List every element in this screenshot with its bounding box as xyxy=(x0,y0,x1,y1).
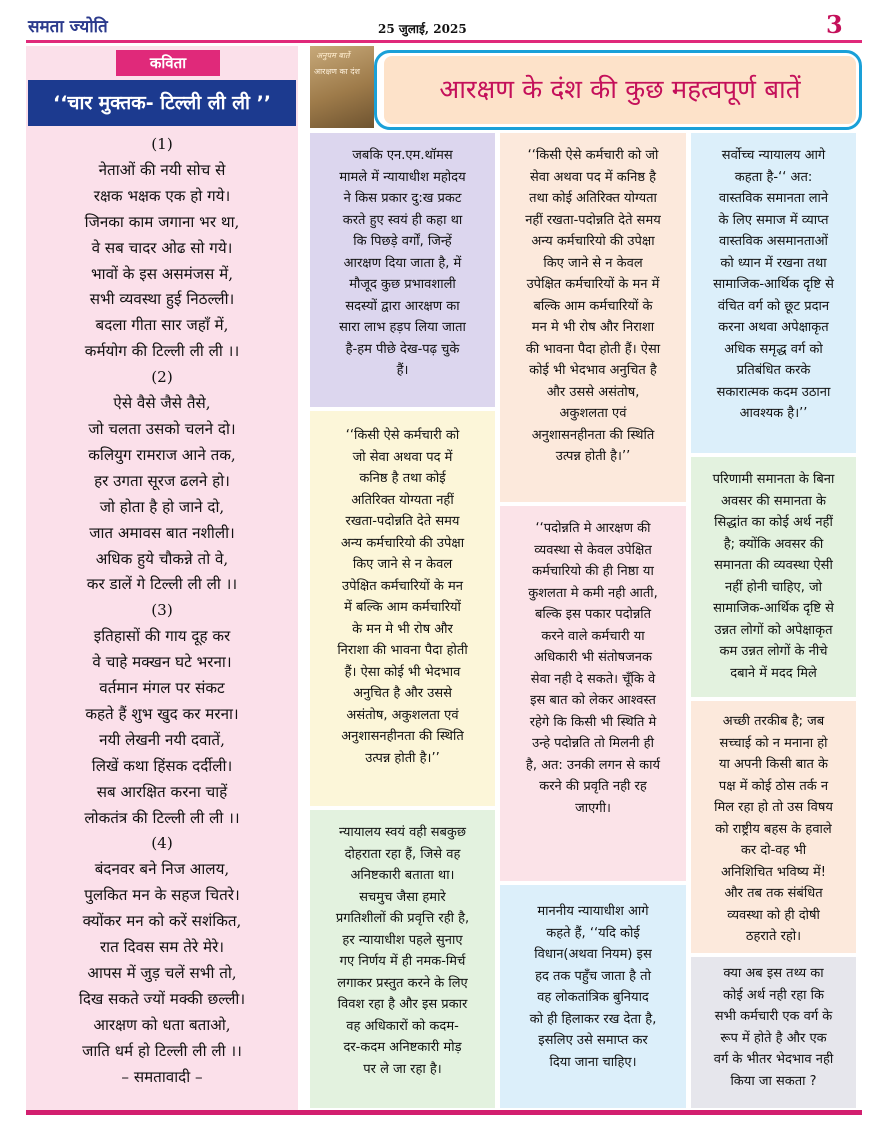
text-line: मन मे भी रोष और निराशा xyxy=(531,320,655,335)
text-line: – समतावादी – xyxy=(121,1067,203,1086)
text-line: तथा कोई अतिरिक्त योग्यता xyxy=(529,191,657,206)
text-line: ‘‘पदोन्नति मे आरक्षण की xyxy=(535,521,651,536)
text-line: जो होता है हो जाने दो, xyxy=(99,497,225,516)
text-line: वंचित वर्ग को छूट प्रदान xyxy=(717,298,830,314)
article-box-1 xyxy=(310,133,495,407)
text-line: पुलकित मन के सहज चितरे। xyxy=(84,886,240,905)
text-line: अन्य कर्मचारियो की उपेक्षा xyxy=(531,234,655,249)
text-line: सभी कर्मचारी एक वर्ग के xyxy=(714,1009,833,1024)
text-line: सकारात्मक कदम उठाना xyxy=(716,384,831,400)
text-line: वर्तमान मंगल पर संकट xyxy=(99,679,225,698)
text-line: किए जाने से न केवल xyxy=(352,557,453,572)
text-line: अनिशिचित भविष्य में! xyxy=(721,864,826,880)
text-line: रूप में होते है और एक xyxy=(720,1030,827,1046)
text-line: परिणामी समानता के बिना xyxy=(712,472,835,487)
text-line: प्रगतिशीलों की प्रवृत्ति रही है, xyxy=(335,911,470,926)
text-line: है; क्योंकि अवसर की xyxy=(723,536,824,552)
text-line: लोकतंत्र की टिल्ली ली ली ।। xyxy=(84,808,240,827)
article-box-5 xyxy=(500,506,686,881)
text-line: कर्मचारियो की ही निष्ठा या xyxy=(532,564,654,579)
text-line: में बल्कि आम कर्मचारियों xyxy=(344,600,461,615)
text-line: पक्ष में कोई ठोस तर्क न xyxy=(718,778,829,794)
text-line: की भावना पैदा होती हैं। ऐसा xyxy=(525,341,661,357)
text-line: गए निर्णय में ही नमक-मिर्च xyxy=(339,954,466,969)
text-line: करना अथवा अपेक्षाकृत xyxy=(718,320,829,335)
article-box-8 xyxy=(691,457,856,697)
poem-body xyxy=(26,132,298,1091)
text-line: आवश्यक है।’’ xyxy=(739,406,808,421)
page-number: 3 xyxy=(826,10,843,39)
text-line: आरक्षण दिया जाता है, में xyxy=(343,255,462,271)
text-line: (2) xyxy=(151,368,173,387)
text-line: क्या अब इस तथ्य का xyxy=(723,966,824,981)
text-line: अन्य कर्मचारियो की उपेक्षा xyxy=(340,535,465,551)
footer-divider xyxy=(26,1110,862,1115)
text-line: है-हम पीछे देख-पढ़ चुके xyxy=(345,341,460,357)
text-line: न्यायालय स्वयं वही सबकुछ xyxy=(338,825,467,840)
article-box-3 xyxy=(310,810,495,1108)
text-line: (4) xyxy=(151,834,173,853)
text-line: सब आरक्षित करना चाहें xyxy=(96,782,228,801)
text-line: वह लोकतांत्रिक बुनियाद xyxy=(537,990,649,1005)
text-line: को ध्यान में रखना तथा xyxy=(720,255,827,271)
text-line: कहते हैं शुभ खुद कर मरना। xyxy=(85,704,239,723)
text-line: नहीं रखता-पदोन्नति देते समय xyxy=(525,212,661,228)
text-line: हर न्यायाधीश पहले सुनाए xyxy=(342,932,463,948)
text-line: है, अत: उनकी लगन से कार्य xyxy=(525,757,661,773)
text-line: को ही हिलाकर रख देता है, xyxy=(529,1011,657,1027)
text-line: दोहराता रहा हैं, जिसे वह xyxy=(344,846,461,862)
text-line: हैं। ऐसा कोई भी भेदभाव xyxy=(344,664,461,680)
text-line: सामाजिक-आर्थिक दृष्टि से xyxy=(713,601,834,616)
text-line: सेवा नही दे सकते। चूँकि वे xyxy=(530,671,656,687)
text-line: निराशा की भावना पैदा होती xyxy=(337,643,468,658)
text-line: नयी लेखनी नयी दवातें, xyxy=(99,730,225,749)
text-line: किए जाने से न केवल xyxy=(543,255,643,271)
text-line: अच्छी तरकीब है; जब xyxy=(722,714,825,729)
text-line: बल्कि इस पकार पदोन्नति xyxy=(534,607,652,622)
text-line: उन्हे पदोन्नति तो मिलनी ही xyxy=(532,736,654,751)
text-line: उपेक्षित कर्मचारियों के मन में xyxy=(526,277,660,292)
text-line: व्यवस्था को ही दोषी xyxy=(727,907,820,923)
text-line: पर ले जा रहा है। xyxy=(363,1061,442,1077)
text-line: या अपनी किसी बात के xyxy=(718,757,829,772)
text-line: को राष्ट्रीय बहस के हवाले xyxy=(715,821,832,837)
text-line: जो सेवा अथवा पद में xyxy=(352,449,453,465)
text-line: दिया जाना चाहिए। xyxy=(549,1054,637,1070)
text-line: नहीं होनी चाहिए, जो xyxy=(725,579,822,595)
text-line: ‘‘किसी ऐसे कर्मचारी को जो xyxy=(527,148,659,163)
text-line: दबाने में मदद मिले xyxy=(730,665,817,681)
text-line: असंतोष, अकुशलता एवं xyxy=(346,707,459,723)
text-line: कहता है-‘‘ अत: xyxy=(734,169,813,185)
text-line: जाति धर्म हो टिल्ली ली ली ।। xyxy=(82,1041,242,1060)
text-line: कोई भी भेदभाव अनुचित है xyxy=(529,363,657,378)
text-line: आपस में जुड़ चलें सभी तो, xyxy=(87,964,237,982)
text-line: (3) xyxy=(151,601,173,620)
article-box-7 xyxy=(691,133,856,453)
text-line: हद तक पहुँच जाता है तो xyxy=(535,968,651,984)
text-line: कहते हैं, ‘‘यदि कोई xyxy=(546,925,640,941)
text-line: अनुशासनहीनता की स्थिति xyxy=(531,427,655,443)
text-line: सामाजिक-आर्थिक दृष्टि से xyxy=(713,277,834,292)
text-line: करने वाले कर्मचारी या xyxy=(541,628,645,644)
text-line: अधिक हुये चौकन्ने तो वे, xyxy=(95,549,229,568)
text-line: वह अधिकारों को कदम- xyxy=(346,1018,459,1034)
text-line: और तब तक संबंधित xyxy=(724,886,823,901)
article-headline: आरक्षण के दंश की कुछ महत्वपूर्ण बातें xyxy=(384,56,856,124)
text-line: के लिए समाज में व्याप्त xyxy=(718,212,829,228)
text-line: उपेक्षित कर्मचारियों के मन xyxy=(342,578,463,594)
text-line: सर्वोच्च न्यायालय आगे xyxy=(721,148,826,163)
text-line: कलियुग रामराज आने तक, xyxy=(88,445,236,464)
text-line: अधिकारी भी संतोषजनक xyxy=(533,650,653,665)
text-line: मामले में न्यायाधीश महोदय xyxy=(339,169,466,185)
text-line: दर-कदम अनिष्टकारी मोड़ xyxy=(343,1040,462,1055)
text-line: करते हुए स्वयं ही कहा था xyxy=(342,212,463,228)
text-line: कनिष्ठ है तथा कोई xyxy=(359,471,446,486)
text-line: कोई अर्थ नही रहा कि xyxy=(723,987,824,1003)
text-line: जबकि एन.एम.थॉमस xyxy=(352,148,453,163)
article-box-10 xyxy=(691,957,856,1108)
text-line: लिखें कथा हिंसक दर्दीली। xyxy=(91,756,233,775)
text-line: अनिष्टकारी बताता था। xyxy=(350,868,455,883)
text-line: मौजूद कुछ प्रभावशाली xyxy=(349,277,456,292)
text-line: कि पिछड़े वर्गों, जिन्हें xyxy=(353,234,452,249)
text-line: वास्तविक समानता लाने xyxy=(718,191,829,206)
text-line: ऐसे वैसे जैसे तैसे, xyxy=(113,394,211,413)
text-line: कर दो-वह भी xyxy=(740,843,807,858)
text-line: ठहराते रहो। xyxy=(745,929,802,944)
text-line: नेताओं की नयी सोच से xyxy=(98,160,226,179)
text-line: भावों के इस असमंजस में, xyxy=(90,264,234,283)
text-line: सिद्धांत का कोई अर्थ नहीं xyxy=(714,515,833,530)
text-line: करने की प्रवृति नही रह xyxy=(539,779,647,794)
header-divider xyxy=(26,40,862,43)
text-line: दिख सकते ज्यों मक्की छल्ली। xyxy=(78,989,246,1008)
text-line: कुशलता मे कमी नही आती, xyxy=(528,585,658,601)
text-line: जाएगी। xyxy=(575,800,611,816)
text-line: हैं। xyxy=(396,363,409,378)
text-line: के मन मे भी रोष और xyxy=(352,621,453,637)
text-line: (1) xyxy=(151,135,173,153)
text-line: बल्कि आम कर्मचारियों के xyxy=(533,298,653,314)
text-line: वे चाहे मक्खन घटे भरना। xyxy=(92,653,232,672)
text-line: सदस्यों द्वारा आरक्षण का xyxy=(345,298,460,314)
text-line: बंदनवर बने निज आलय, xyxy=(94,860,230,879)
book-cover-caption-title: आरक्षण का दंश xyxy=(314,67,360,76)
text-line: रहेगे कि किसी भी स्थिति मे xyxy=(529,714,657,730)
text-line: जात अमावस बात नशीली। xyxy=(89,523,235,542)
text-line: जो चलता उसको चलने दो। xyxy=(88,419,236,438)
text-line: उत्पन्न होती है।’’ xyxy=(365,750,440,766)
text-line: सच्चाई को न मनाना हो xyxy=(719,735,828,751)
text-line: सारा लाभ हड़प लिया जाता xyxy=(339,320,466,335)
text-line: वर्ग के भीतर भेदभाव नही xyxy=(713,1052,834,1067)
text-line: व्यवस्था से केवल उपेक्षित xyxy=(534,542,652,558)
text-line: इतिहासों की गाय दूह कर xyxy=(93,627,231,646)
issue-date: 25 जुलाई, 2025 xyxy=(378,22,467,36)
text-line: सभी व्यवस्था हुई निठल्ली। xyxy=(89,290,235,309)
text-line: अवसर की समानता के xyxy=(721,493,826,509)
text-line: सचमुच जैसा हमारे xyxy=(359,889,446,905)
text-line: समानता की व्यवस्था ऐसी xyxy=(714,558,833,573)
text-line: अनुशासनहीनता की स्थिति xyxy=(341,729,464,744)
poem-title: ‘‘चार मुक्तक- टिल्ली ली ली ’’ xyxy=(28,80,296,126)
article-box-4 xyxy=(500,133,686,502)
text-line: विवश रहा है और इस प्रकार xyxy=(337,997,468,1012)
text-line: लगाकर प्रस्तुत करने के लिए xyxy=(337,975,468,991)
book-cover-caption-top: अनुपम बातें xyxy=(316,51,350,60)
text-line: सेवा अथवा पद में कनिष्ठ है xyxy=(529,169,657,185)
text-line: रक्षक भक्षक एक हो गये। xyxy=(93,186,231,205)
text-line: मिल रहा हो तो उस विषय xyxy=(714,800,833,815)
text-line: ने किस प्रकार दु:ख प्रकट xyxy=(343,191,462,206)
text-line: अनुचित है और उससे xyxy=(353,686,452,701)
text-line: किया जा सकता ? xyxy=(730,1073,817,1089)
section-label: कविता xyxy=(116,50,220,76)
text-line: माननीय न्यायाधीश आगे xyxy=(537,904,649,919)
text-line: कर डालें गे टिल्ली ली ली ।। xyxy=(86,575,238,594)
text-line: वास्तविक असमानताओं xyxy=(719,234,828,249)
text-line: अकुशलता एवं xyxy=(559,406,627,421)
text-line: इस बात को लेकर आश्वस्त xyxy=(530,693,656,708)
text-line: क्योंकर मन को करें सशंकित, xyxy=(82,912,242,931)
text-line: रात दिवस सम तेरे मेरे। xyxy=(99,938,225,957)
text-line: और उससे असंतोष, xyxy=(546,384,640,400)
text-line: रखता-पदोन्नति देते समय xyxy=(345,514,460,529)
text-line: हर उगता सूरज ढलने हो। xyxy=(94,471,230,490)
text-line: प्रतिबंधित करके xyxy=(736,363,811,378)
article-box-2 xyxy=(310,411,495,806)
text-line: उत्पन्न होती है।’’ xyxy=(555,449,631,464)
text-line: ‘‘किसी ऐसे कर्मचारी को xyxy=(345,428,460,443)
newspaper-name: समता ज्योति xyxy=(28,17,108,37)
text-line: बदला गीता सार जहाँ में, xyxy=(95,316,229,335)
text-line: अधिक समृद्ध वर्ग को xyxy=(724,341,823,357)
text-line: आरक्षण को धता बताओ, xyxy=(93,1015,231,1034)
text-line: अतिरिक्त योग्यता नहीं xyxy=(351,492,454,508)
article-box-9 xyxy=(691,701,856,953)
text-line: विधान(अथवा नियम) इस xyxy=(534,947,652,962)
article-box-6 xyxy=(500,885,686,1108)
text-line: कर्मयोग की टिल्ली ली ली ।। xyxy=(84,342,240,361)
text-line: कम उन्नत लोगों के नीचे xyxy=(719,644,828,659)
text-line: जिनका काम जगाना भर था, xyxy=(84,212,240,231)
text-line: इसलिए उसे समाप्त कर xyxy=(538,1033,648,1048)
text-line: उन्नत लोगों को अपेक्षाकृत xyxy=(714,622,833,638)
text-line: वे सब चादर ओढ सो गये। xyxy=(91,238,233,257)
